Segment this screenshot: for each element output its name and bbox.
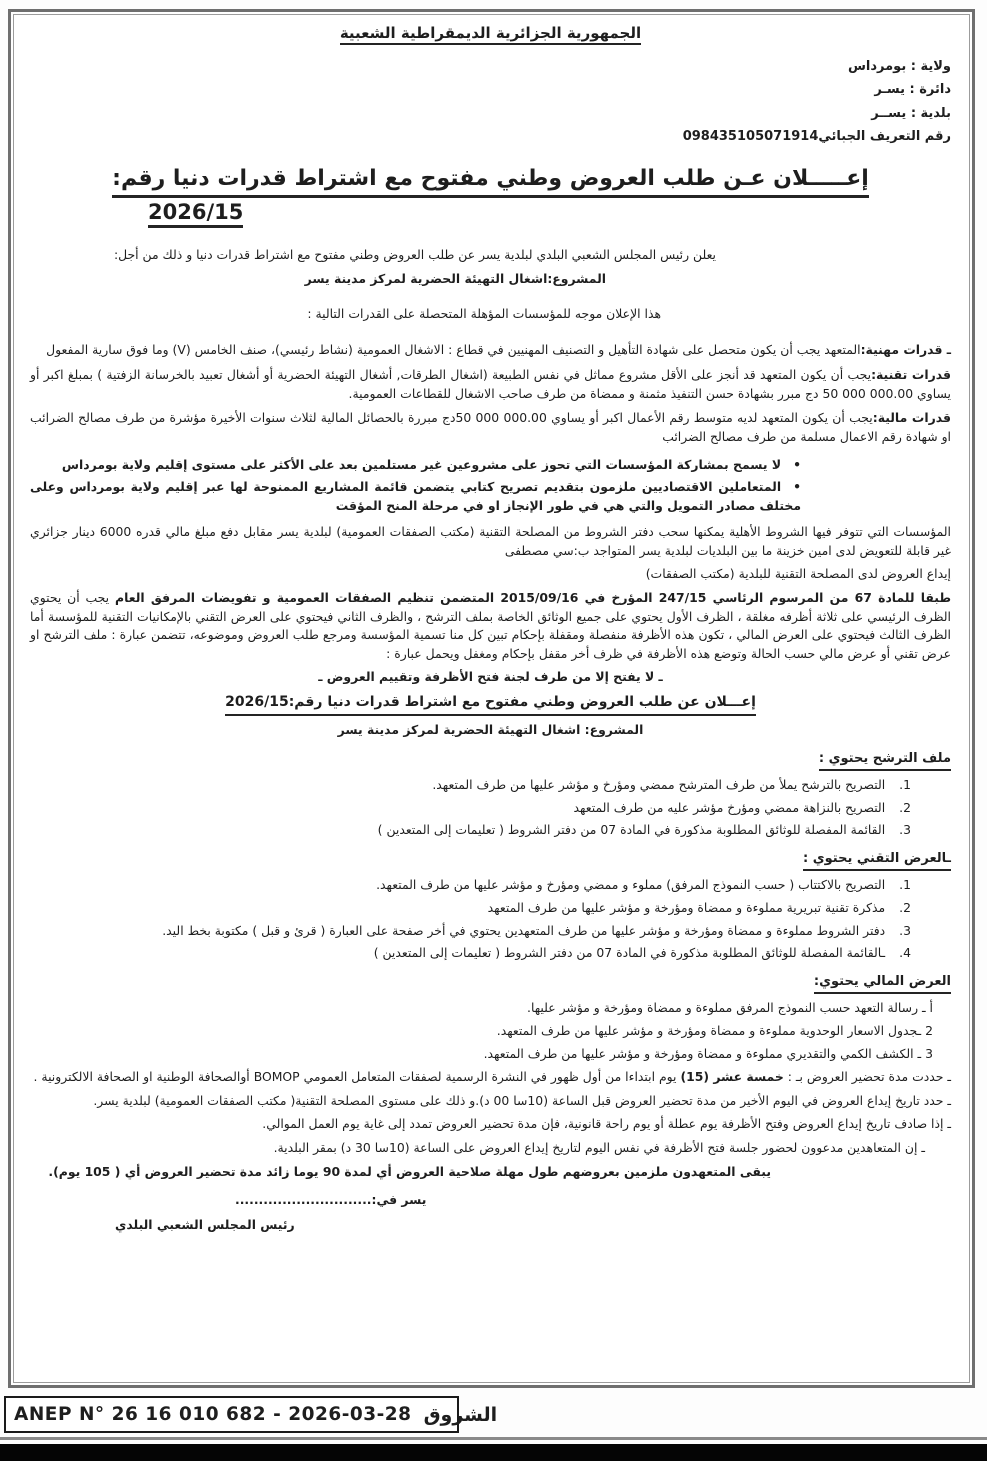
announcement-title-number: 2026/15 <box>148 200 243 228</box>
item-number: 2. <box>899 900 911 916</box>
commune-line: بلدية : يســر <box>871 105 951 121</box>
technical-offer-heading <box>30 849 951 872</box>
preparation-period-text2: يوم ابتداءا من أول ظهور في النشرة الرسمية لصفقات المتعامل العمومي BOMOP أوالصحافة الوطنية او الصحافة الالكترونية . <box>33 1069 681 1085</box>
item-text: دفتر الشروط مملوءة و ممضاة ومؤرخة و مؤشر عليها من طرف المتعهدين يحتوي في أخر صفحة على العبارة ( قرئ و قبل ) مكتوبة بخط اليد. <box>162 922 886 938</box>
validity-note: يبقى المتعهدون ملزمين بعروضهم طول مهلة صلاحية العروض أي لمدة 90 يوما زائد مدة تحضير العروض أي ( 105 يوم). <box>48 1163 771 1179</box>
list-item: 2 ـجدول الاسعار الوحدوية مملوءة و ممضاة ومؤرخة و مؤشر عليها من طرف المتعهد. <box>496 1023 933 1039</box>
project-line: المشروع:اشغال التهيئة الحضرية لمركز مدينة يسر <box>304 271 606 287</box>
item-text: مذكرة تقنية تبريرية مملوءة و ممضاة ومؤرخة و مؤشر عليها من طرف المتعهد <box>487 900 886 916</box>
financial-offer-heading-text: العرض المالي يحتوي: <box>814 972 951 995</box>
bullet-item <box>30 478 951 515</box>
financial-offer-heading <box>30 972 951 995</box>
item-text: القائمة المفصلة للوثائق المطلوبة مذكورة في المادة 07 من دفتر الشروط ( تعليمات إلى المتعدين ) <box>377 822 886 838</box>
decree-text: يجب أن يحتوي الظرف الرئيسي على ثلاثة أظرفه مغلقة ، الظرف الأول يحتوي على جميع الوثائق الخاصة بملف الترشح ، والظرف الثاني فيحتوي على العرض التقني بالإمكانيات التقنية للمؤسسة أما الظرف الثالث فيحتوي على العرض المالي ، تكون هذه الأظرفة منفصلة ومقفلة بإحكام تبين كل منا تسمية المؤسسة ومرجع طلب العروض وموضوعه، تتضمن عبارة : ملف الترشح او عرض تقني أو عرض مالي حسب الحالة وتوضع هذه الأظرفة في ظرف أخر مقفل بإحكام ومغفل ويحمل عبارة : <box>30 589 951 661</box>
document-page <box>13 14 970 1383</box>
tax-id-line: رقم التعريف الجبائي098435105071914 <box>682 129 951 145</box>
list-item <box>30 944 951 963</box>
bullet-text: لا يسمح بمشاركة المؤسسات التي تحوز على مشروعين غير مستلمين بعد على الأكثر على مستوى إقليم ولاية بومرداس <box>61 457 782 473</box>
technical-offer-list <box>30 876 951 962</box>
item-number: 2. <box>899 799 911 815</box>
anep-bar <box>4 1396 498 1433</box>
signature-title: رئيس المجلس الشعبي البلدي <box>115 1216 295 1232</box>
preparation-period <box>30 1068 951 1087</box>
technical-capacities-lead: قدرات تقنية: <box>871 366 951 382</box>
professional-capacities-text: المتعهد يجب أن يكون متحصل على شهادة التأهيل و التصنيف المهنيين في قطاع : الاشغال العمومية (نشاط رئيسي)، صنف الخامس (V) وما فوق سارية المفعول <box>46 342 861 358</box>
candidacy-heading-text: ملف الترشح يحتوي : <box>819 749 951 772</box>
item-text: التصريح بالنزاهة ممضي ومؤرخ مؤشر عليه من طرف المتعهد <box>573 799 886 815</box>
preparation-period-text1: ـ حددت مدة تحضير العروض بـ : <box>783 1069 951 1085</box>
deposit-date-paragraph: ـ حدد تاريخ إيداع العروض في اليوم الأخير من مدة تحضير العروض قبل الساعة (10سا 00 د).و ذلك على مستوى المصلحة التقنية( مكتب الصفقات العمومية) لبلدية يسر. <box>93 1092 951 1108</box>
announcement-title-2-text: إعـــلان عن طلب العروض وطني مفتوح مع اشتراط قدرات دنيا رقم:2026/15 <box>225 692 756 716</box>
announcement-title-2 <box>30 692 951 716</box>
bullet-text: المتعاملين الاقتصاديين ملزمون بتقديم تصريح كتابي يتضمن قائمة المشاريع الممنوحة لها عبر إقليم ولاية بومرداس وعلى مختلف مصادر التمويل والتي هي في طور الإنجاز او في مرحلة المنح المؤقت <box>30 478 801 513</box>
item-text: التصريح بالاكتتاب ( حسب النموذج المرفق) مملوء و ممضي ومؤرخ و مؤشر عليها من طرف المتعهد. <box>376 877 886 893</box>
list-item <box>30 876 951 895</box>
announcement-title-line2 <box>30 200 951 228</box>
list-item <box>30 922 951 941</box>
announcement-title-text: إعـــــلان عـن طلب العروض وطني مفتوح مع اشتراط قدرات دنيا رقم: <box>112 163 869 199</box>
item-number: 3. <box>899 822 911 838</box>
technical-capacities-text: يجب أن يكون المتعهد قد أنجز على الأقل مشروع مماثل في نفس الطبيعة (اشغال الطرقات, أشغال التهيئة الحضرية أو أشغال تعبيد بالخرسانة الزفتية ) بمبلغ اكبر أو يساوي ‪50 000 000.00‬ دج مبرر بشهادة حسن التنفيذ مثمنة و ممضاة من طرف صاحب الاشغال للقطاعات العمومية. <box>30 366 951 401</box>
holiday-note: ـ إذا صادف تاريخ إيداع العروض وفتح الأظرفة يوم عطلة أو يوم راحة قانونية، فإن مدة تحضير العروض تمدد إلى غاية يوم العمل الموالي. <box>262 1116 951 1132</box>
admin-block <box>30 55 951 149</box>
announcement-title <box>30 163 951 229</box>
list-item <box>30 821 951 840</box>
document-frame <box>8 9 975 1388</box>
candidacy-heading <box>30 749 951 772</box>
deposit-line: إيداع العروض لدى المصلحة التقنية للبلدية (مكتب الصفقات) <box>645 566 951 582</box>
signature-place: يسر في:............................. <box>235 1192 427 1208</box>
financial-capacities-text: يجب أن يكون المتعهد لديه متوسط رقم الأعمال اكبر أو يساوي ‪50 000 000.00‬دج مبررة بالحصائل المالية لثلاث سنوات الأخيرة مؤشرة من طرف مصالح الضرائب او شهادة رقم الاعمال مسلمة من طرف مصالح الضرائب <box>30 410 951 444</box>
republic-heading-text: الجمهورية الجزائرية الديمقراطية الشعبية <box>340 24 641 45</box>
project-line-2: المشروع: اشغال التهيئة الحضرية لمركز مدينة يسر <box>337 722 644 738</box>
wilaya-line: ولاية : بومرداس <box>847 59 951 74</box>
announcement-title-line1 <box>30 163 951 199</box>
financial-capacities <box>30 409 951 446</box>
anep-number: ANEP N° 26 16 010 682 - 2026-03-28 <box>14 1404 412 1425</box>
intro-paragraph: يعلن رئيس المجلس الشعبي البلدي لبلدية يسر عن طلب العروض وطني مفتوح مع اشتراط قدرات دنيا و ذلك من أجل: <box>113 247 716 263</box>
list-item <box>30 899 951 918</box>
item-number: 1. <box>899 877 911 893</box>
preparation-period-duration: خمسة عشر (15) <box>680 1069 784 1085</box>
opening-session-note: ـ إن المتعاهدين مدعوون لحضور جلسة فتح الأظرفة في نفس اليوم لتاريخ إيداع العروض على الساعة (10سا 30 د) بمقر البلدية. <box>273 1140 925 1156</box>
daira-line: دائرة : يسـر <box>874 82 951 98</box>
item-number: 1. <box>899 777 911 793</box>
financial-capacities-lead: قدرات مالية: <box>872 410 951 426</box>
technical-offer-heading-text: ـالعرض التقني يحتوي : <box>803 849 951 872</box>
financial-offer-list <box>30 999 951 1063</box>
bottom-black-bar <box>0 1444 987 1461</box>
decree-paragraph <box>30 589 951 663</box>
bullet-icon: • <box>793 457 801 473</box>
professional-capacities-lead: ـ قدرات مهنية: <box>860 342 951 358</box>
list-item: أ ـ رسالة التعهد حسب النموذج المرفق مملوءة و ممضاة ومؤرخة و مؤشر عليها. <box>527 1000 933 1016</box>
candidacy-list <box>30 776 951 840</box>
decree-lead: طبقا للمادة 67 من المرسوم الرئاسي 247/15 المؤرخ في 2015/09/16 المتضمن تنظيم الصفقات العمومية و تفويضات المرفق العام <box>114 589 951 605</box>
item-text: التصريح بالترشح يملأ من طرف المترشح ممضي ومؤرخ و مؤشر عليها من طرف المتعهد. <box>432 777 886 793</box>
republic-heading <box>30 23 951 45</box>
item-number: 3. <box>899 922 911 938</box>
item-text: ـالقائمة المفصلة للوثائق المطلوبة مذكورة في المادة 07 من دفتر الشروط ( تعليمات إلى المتعدين ) <box>373 945 886 961</box>
technical-capacities <box>30 366 951 403</box>
sealed-envelope-note: ـ لا يفتح إلا من طرف لجنة فتح الأظرفة وتقييم العروض ـ <box>318 669 663 685</box>
professional-capacities <box>30 341 951 360</box>
addressed-paragraph: هذا الإعلان موجه للمؤسسات المؤهلة المتحصلة على القدرات التالية : <box>307 305 661 321</box>
bullet-item <box>30 456 951 475</box>
list-item <box>30 799 951 818</box>
bullet-icon: • <box>793 478 801 494</box>
conditions-bullets <box>30 456 951 515</box>
item-number: 4. <box>899 945 911 961</box>
list-item: 3 ـ الكشف الكمي والتقديري مملوءة و ممضاة ومؤرخة و مؤشر عليها من طرف المتعهد. <box>483 1045 933 1061</box>
bottom-divider <box>0 1437 987 1440</box>
list-item <box>30 776 951 795</box>
echorouk-newspaper-logo: الشروق <box>423 1403 498 1426</box>
withdrawal-paragraph: المؤسسات التي تتوفر فيها الشروط الأهلية يمكنها سحب دفتر الشروط من المصلحة التقنية (مكتب الصفقات العمومية) لبلدية يسر مقابل دفع مبلغ مالي قدره 6000 دينار جزائري غير قابلة للتعويض لدى امين خزينة ما بين البلديات لبلدية يسر المتواجد ب:سي مصطفى <box>30 524 952 558</box>
